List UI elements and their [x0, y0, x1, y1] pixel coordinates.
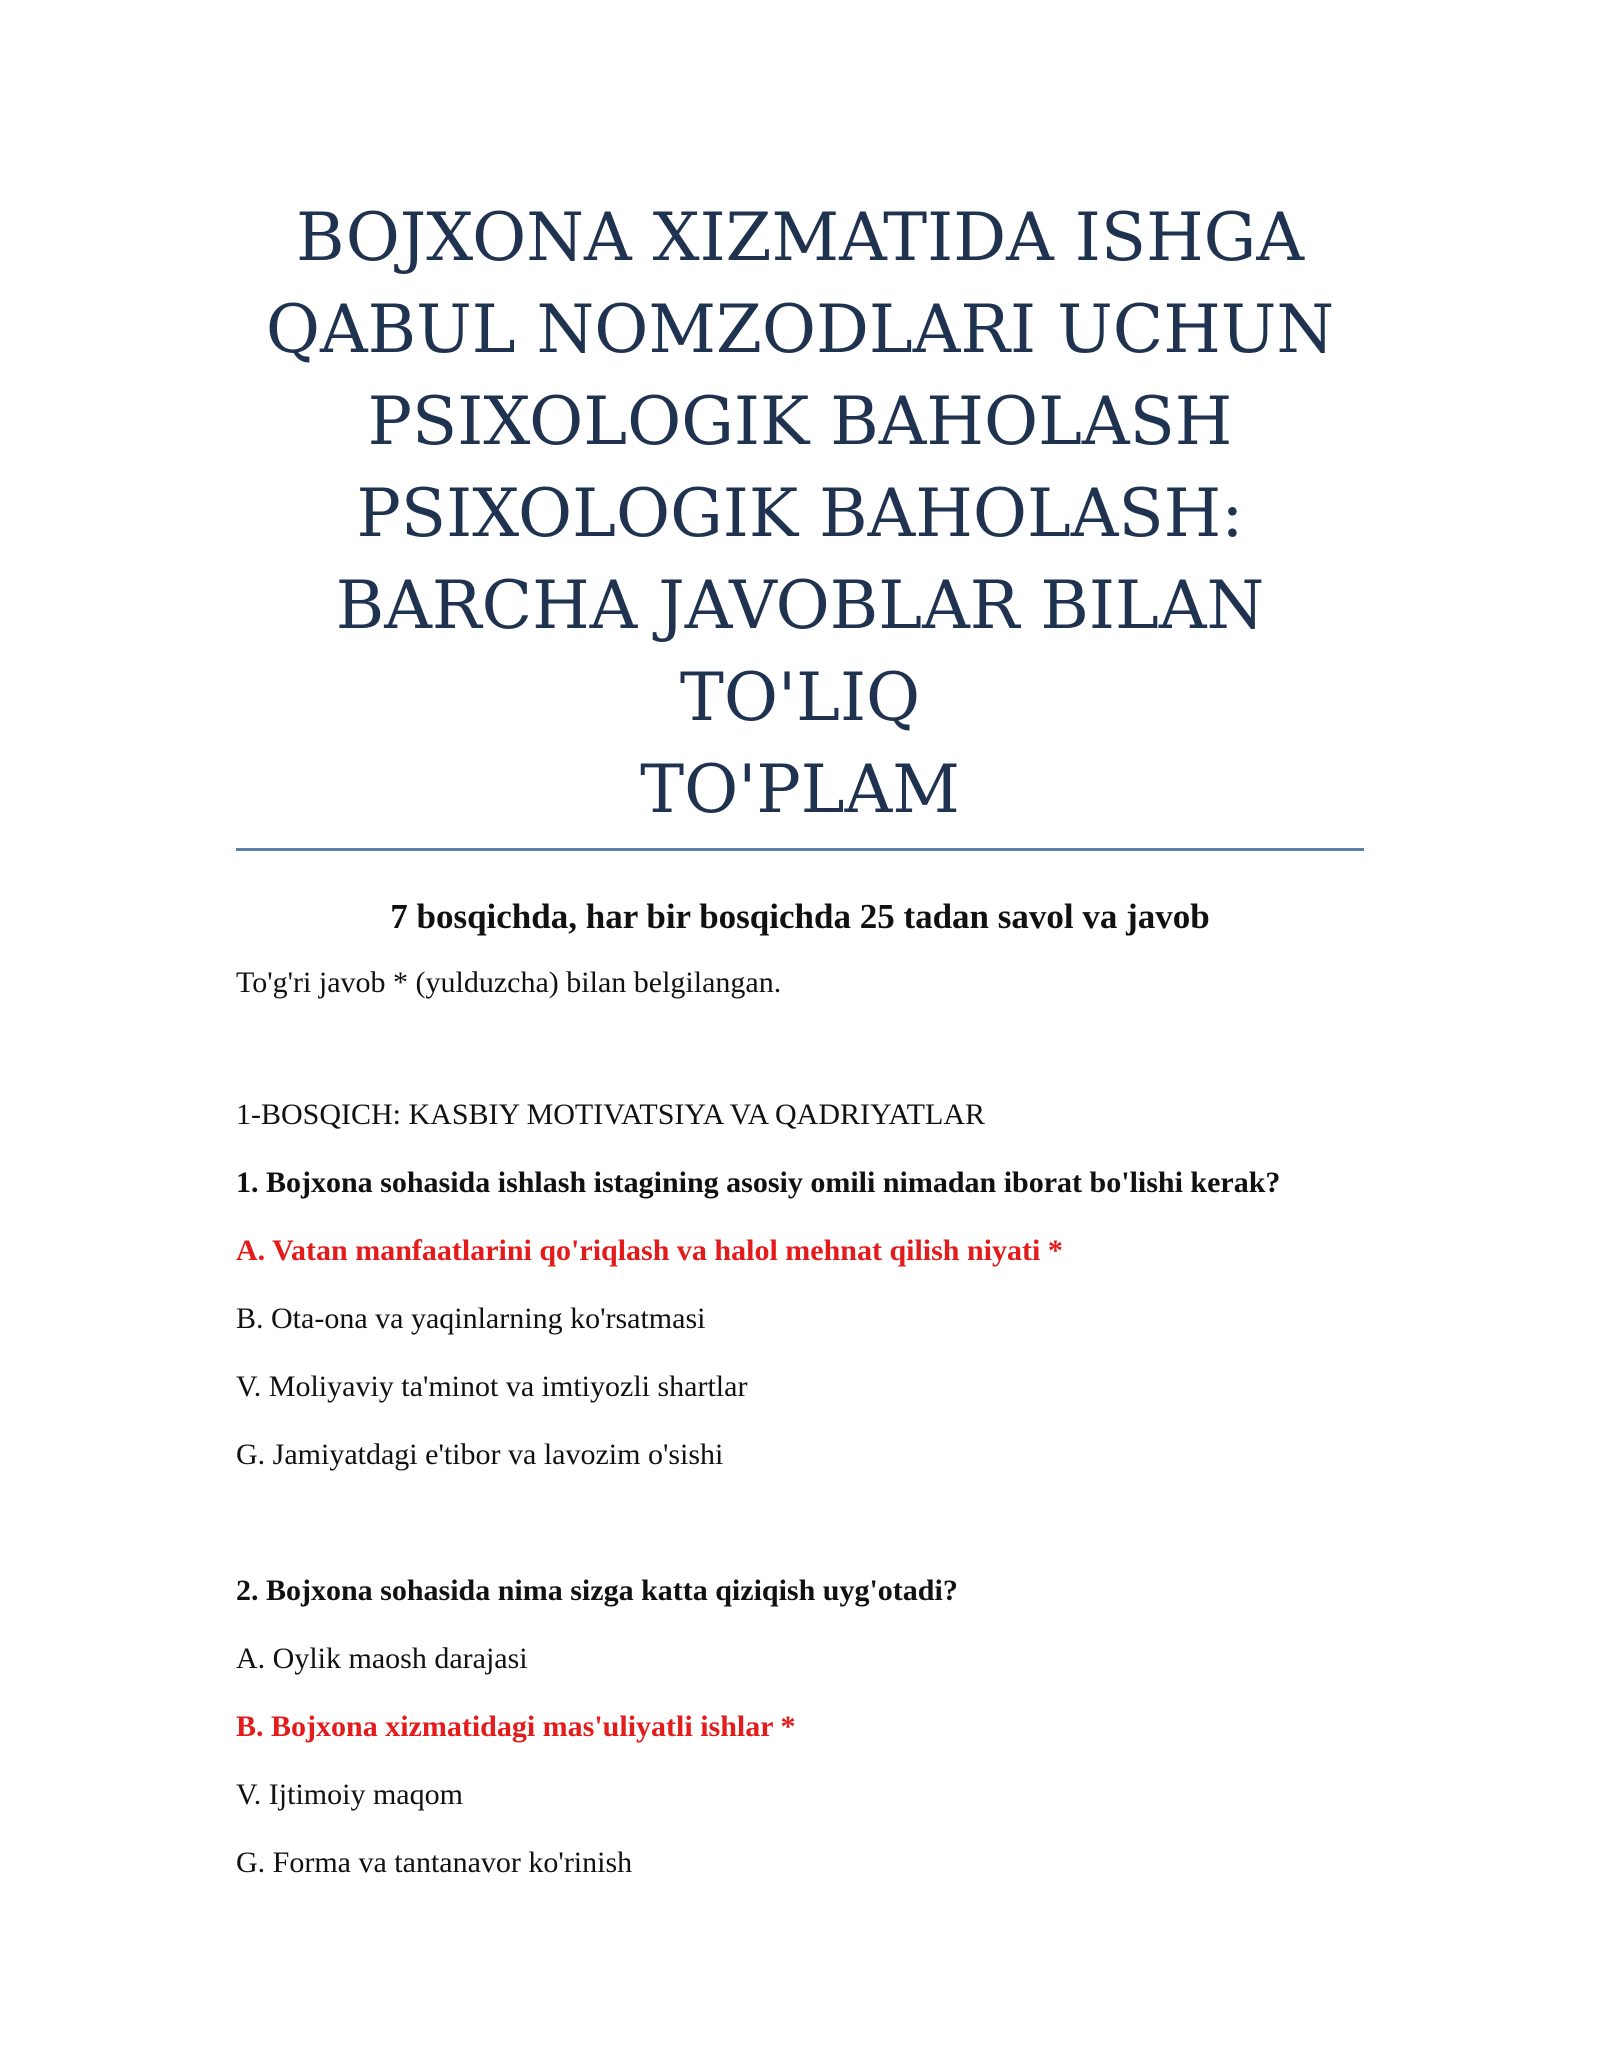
answer-key-note: To'g'ri javob * (yulduzcha) bilan belgilangan.	[236, 966, 782, 999]
answer-option: V. Moliyaviy ta'minot va imtiyozli shartlar	[236, 1370, 748, 1403]
document-title	[236, 192, 1364, 848]
question-text: 2. Bojxona sohasida nima sizga katta qiziqish uyg'otadi?	[236, 1574, 958, 1607]
answer-option: B. Ota-ona va yaqinlarning ko'rsatmasi	[236, 1302, 706, 1335]
correct-answer-option: A. Vatan manfaatlarini qo'riqlash va halol mehnat qilish niyati *	[236, 1234, 1063, 1267]
title-line: BOJXONA XIZMATIDA ISHGA	[295, 199, 1305, 276]
answer-option: G. Forma va tantanavor ko'rinish	[236, 1846, 633, 1879]
document-subtitle: 7 bosqichda, har bir bosqichda 25 tadan savol va javob	[390, 897, 1210, 936]
correct-answer-option: B. Bojxona xizmatidagi mas'uliyatli ishlar *	[236, 1710, 796, 1743]
title-line: PSIXOLOGIK BAHOLASH	[367, 383, 1233, 460]
question-block	[236, 1571, 1364, 1883]
title-line: PSIXOLOGIK BAHOLASH:	[356, 475, 1244, 552]
title-divider	[236, 848, 1364, 851]
question-block	[236, 1163, 1364, 1475]
title-line: QABUL NOMZODLARI UCHUN	[265, 291, 1335, 368]
title-line: TO'PLAM	[640, 751, 960, 828]
document-content	[236, 0, 1364, 1883]
question-text: 1. Bojxona sohasida ishlash istagining asosiy omili nimadan iborat bo'lishi kerak?	[236, 1166, 1281, 1199]
title-line: BARCHA JAVOBLAR BILAN TO'LIQ	[335, 567, 1265, 736]
section-heading: 1-BOSQICH: KASBIY MOTIVATSIYA VA QADRIYATLAR	[236, 1098, 985, 1131]
answer-option: A. Oylik maosh darajasi	[236, 1642, 528, 1675]
answer-option: G. Jamiyatdagi e'tibor va lavozim o'sishi	[236, 1438, 724, 1471]
answer-option: V. Ijtimoiy maqom	[236, 1778, 463, 1811]
